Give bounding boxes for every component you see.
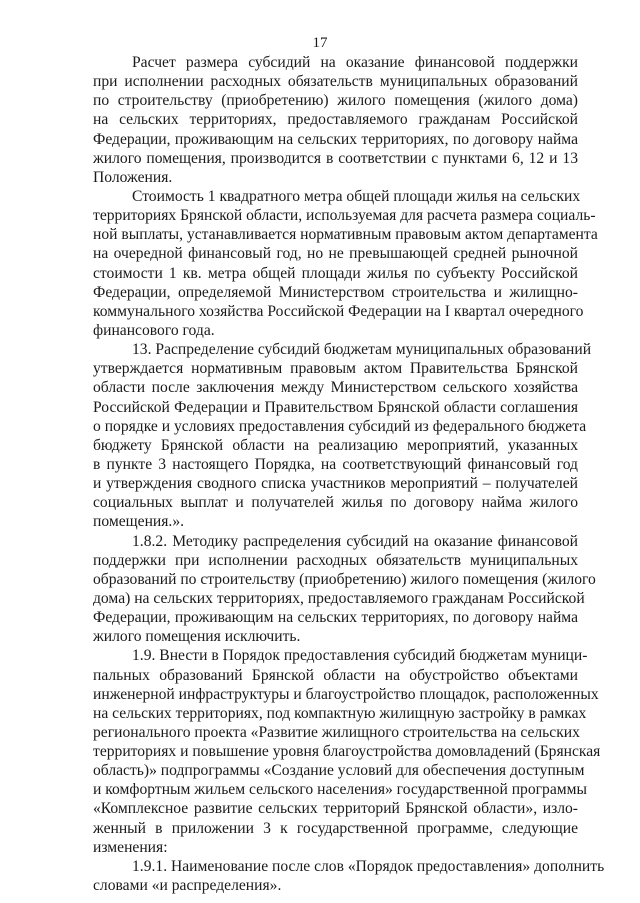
text-line: стоимости 1 кв. метра общей площади жилья по субъекту Российской	[93, 264, 578, 282]
text-line: финансового года.	[93, 321, 215, 339]
text-line: при исполнении расходных обязательств муниципальных образований	[93, 73, 578, 91]
paragraph-item-1-9-1	[93, 857, 605, 895]
text-line: 1.9. Внести в Порядок предоставления субсидий бюджетам муници-	[132, 647, 588, 665]
text-line: Стоимость 1 квадратного метра общей площади жилья на сельских	[132, 187, 581, 205]
text-line: области после заключения между Министерством сельского хозяйства	[93, 379, 578, 397]
text-line: регионального проекта «Развитие жилищного строительства на сельских	[93, 723, 580, 741]
text-line: на сельских территориях, под компактную жилищную застройку в рамках	[93, 704, 587, 722]
text-line: образований по строительству (приобретению) жилого помещения (жилого	[93, 570, 596, 588]
text-line: Расчет размера субсидий на оказание финансовой поддержки	[132, 54, 578, 71]
text-line: жилого помещения исключить.	[93, 628, 301, 646]
text-line: изменения:	[93, 838, 168, 856]
text-line: и комфортным жильем сельского населения» государственной программы	[93, 781, 587, 799]
text-line: дома) на сельских территориях, предоставляемого гражданам Российской	[93, 589, 585, 607]
paragraph-item-1-9	[93, 646, 601, 857]
text-line: 1.9.1. Наименование после слов «Порядок предоставления» дополнить	[132, 857, 605, 875]
text-line: область)» подпрограммы «Создание условий для обеспечения доступным	[93, 762, 585, 780]
paragraph-item-1-8-2	[93, 532, 596, 647]
paragraph-subsidy-calculation	[93, 53, 578, 187]
paragraph-item-13	[93, 340, 592, 531]
text-line: на очередной финансовый год, но не превышающей средней рыночной	[93, 245, 578, 263]
text-line: и утверждения сводного списка участников мероприятий – получателей	[93, 475, 578, 493]
paragraph-cost-per-square-meter	[93, 187, 598, 340]
text-line: о порядке и условиях предоставления субсидий из федерального бюджета	[93, 417, 587, 435]
text-line: Федерации, определяемой Министерством строительства и жилищно-	[93, 283, 578, 301]
page-number: 17	[312, 35, 328, 51]
text-line: коммунального хозяйства Российской Федерации на I квартал очередного	[93, 302, 584, 320]
text-line: поддержки при исполнении расходных обязательств муниципальных	[93, 551, 578, 569]
text-line: 1.8.2. Методику распределения субсидий на оказание финансовой	[132, 532, 578, 550]
text-line: по строительству (приобретению) жилого помещения (жилого дома)	[93, 92, 578, 110]
text-line: помещения.».	[93, 513, 185, 531]
text-line: территориях и повышение уровня благоустройства домовладений (Брянская	[93, 743, 601, 761]
text-line: в пункте 3 настоящего Порядка, на соответствующий финансовый год	[93, 455, 578, 473]
text-line: на сельских территориях, предоставляемого гражданам Российской	[93, 111, 578, 129]
text-line: территориях Брянской области, используемая для расчета размера социаль-	[93, 207, 596, 225]
text-line: 13. Распределение субсидий бюджетам муниципальных образований	[132, 341, 592, 359]
text-line: ной выплаты, устанавливается нормативным правовым актом департамента	[93, 226, 598, 244]
text-line: «Комплексное развитие сельских территорий Брянской области», изло-	[93, 800, 578, 818]
text-line: пальных образований Брянской области на обустройство объектами	[93, 666, 578, 684]
text-line: инженерной инфраструктуры и благоустройство площадок, расположенных	[93, 685, 599, 703]
text-line: словами «и распределения».	[93, 877, 282, 895]
text-line: утверждается нормативным правовым актом Правительства Брянской	[93, 360, 578, 378]
text-line: Федерации, проживающим на сельских территориях, по договору найма	[93, 130, 578, 148]
text-line: Федерации, проживающим на сельских территориях, по договору найма	[93, 609, 578, 627]
text-line: женный в приложении 3 к государственной программе, следующие	[93, 819, 578, 837]
document-body	[93, 53, 605, 895]
text-line: социальных выплат и получателей жилья по договору найма жилого	[93, 494, 578, 512]
text-line: бюджету Брянской области на реализацию мероприятий, указанных	[93, 436, 578, 454]
text-line: Положения.	[93, 168, 173, 186]
text-line: Российской Федерации и Правительством Брянской области соглашения	[93, 398, 578, 416]
text-line: жилого помещения, производится в соответствии с пунктами 6, 12 и 13	[93, 149, 578, 167]
